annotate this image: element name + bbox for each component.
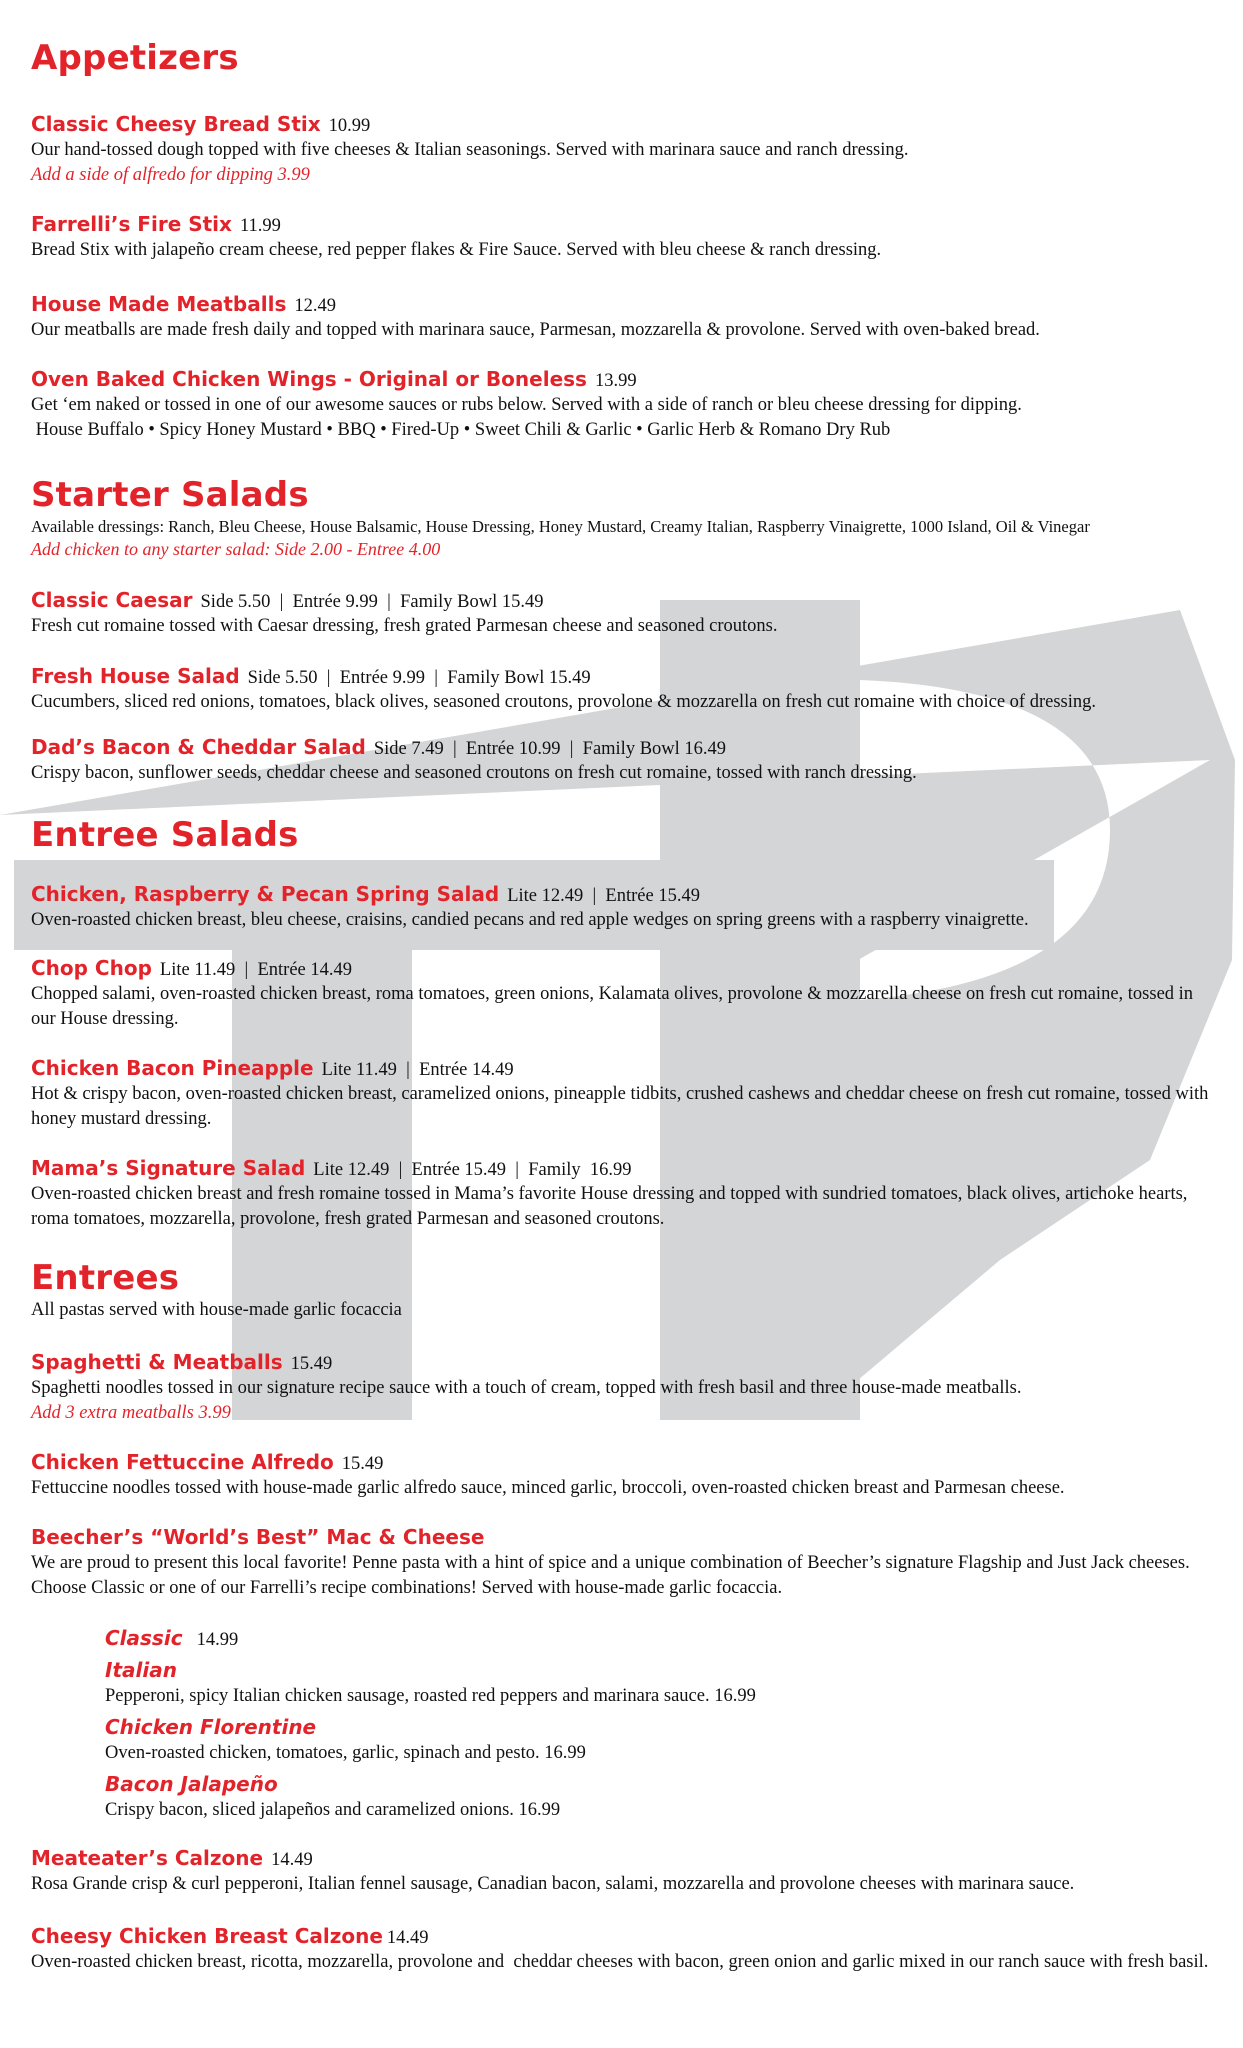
item-addon: Add a side of alfredo for dipping 3.99 [31,165,310,185]
item-price: Side 7.49 | Entrée 10.99 | Family Bowl 16.49 [373,739,727,759]
menu-item [31,1525,1211,1601]
item-name: Dad’s Bacon & Cheddar Salad [31,735,366,759]
menu-item [31,1056,1211,1132]
item-price: 15.49 [290,1354,333,1374]
item-price: 13.99 [594,371,637,391]
menu-item [31,664,1211,715]
item-price: 10.99 [328,116,371,136]
item-description: We are proud to present this local favorite! Penne pasta with a hint of spice and a unique combination of Beecher’s signature Flagship and Just Jack cheeses. Choose Classic or one of our Farrelli’s recipe combinations! Served with house-made garlic focaccia. [31,1553,1190,1598]
item-name: Classic Cheesy Bread Stix [31,112,321,136]
option-name: Chicken Florentine [105,1715,317,1739]
item-name: Classic Caesar [31,588,193,612]
menu-item [31,1350,1211,1425]
section-title-appetizers: Appetizers [31,38,239,78]
item-description: Oven-roasted chicken breast and fresh romaine tossed in Mama’s favorite House dressing and topped with sundried tomatoes, black olives, artichoke hearts, roma tomatoes, mozzarella, provolone, fresh grated Parmesan and seasoned croutons. [31,1184,1188,1229]
entrees-note: All pastas served with house-made garlic focaccia [31,1300,402,1320]
sauce-list: House Buffalo • Spicy Honey Mustard • BBQ • Fired-Up • Sweet Chili & Garlic • Garlic Herb & Romano Dry Rub [31,420,891,440]
item-description: Chopped salami, oven-roasted chicken breast, roma tomatoes, green onions, Kalamata olives, provolone & mozzarella cheese on fresh cut romaine, tossed in our House dressing. [31,984,1194,1029]
item-name: House Made Meatballs [31,292,287,316]
item-description: Hot & crispy bacon, oven-roasted chicken breast, caramelized onions, pineapple tidbits, crushed cashews and cheddar cheese on fresh cut romaine, tossed with honey mustard dressing. [31,1084,1209,1129]
item-description: Oven-roasted chicken breast, ricotta, mozzarella, provolone and cheddar cheeses with bacon, green onion and garlic mixed in our ranch sauce with fresh basil. [31,1952,1209,1972]
item-name: Meateater’s Calzone [31,1846,264,1870]
item-name: Chicken Fettuccine Alfredo [31,1450,334,1474]
item-description: Bread Stix with jalapeño cream cheese, red pepper flakes & Fire Sauce. Served with bleu cheese & ranch dressing. [31,240,882,260]
item-description: Get ‘em naked or tossed in one of our awesome sauces or rubs below. Served with a side of ranch or bleu cheese dressing for dipping. [31,395,1022,415]
item-description: Crispy bacon, sunflower seeds, cheddar cheese and seasoned croutons on fresh cut romaine, tossed with ranch dressing. [31,763,917,783]
item-name: Beecher’s “World’s Best” Mac & Cheese [31,1525,485,1549]
mac-option [105,1626,1205,1652]
item-name: Cheesy Chicken Breast Calzone [31,1924,383,1948]
item-price: Lite 12.49 | Entrée 15.49 | Family 16.99 [313,1160,632,1180]
menu-item [31,1846,1211,1897]
item-description: Cucumbers, sliced red onions, tomatoes, black olives, seasoned croutons, provolone & mozzarella on fresh cut romaine with choice of dressing. [31,692,1097,712]
menu-item [31,588,1211,639]
menu-item [31,212,1211,263]
item-name: Spaghetti & Meatballs [31,1350,283,1374]
item-price: 11.99 [239,216,281,236]
menu-item [31,292,1211,343]
item-price: 12.49 [294,296,336,316]
item-description: Rosa Grande crisp & curl pepperoni, Italian fennel sausage, Canadian bacon, salami, mozzarella and provolone cheeses with marinara sauce. [31,1874,1075,1894]
section-title-starter-salads: Starter Salads [31,475,309,515]
section-title-entrees: Entrees [31,1258,180,1298]
menu-item [31,882,1211,933]
item-price: 14.49 [271,1850,313,1870]
item-name: Chicken Bacon Pineapple [31,1056,314,1080]
item-description: Fresh cut romaine tossed with Caesar dressing, fresh grated Parmesan cheese and seasoned croutons. [31,616,778,636]
mac-option [105,1715,1205,1766]
item-description: Our meatballs are made fresh daily and topped with marinara sauce, Parmesan, mozzarella & provolone. Served with oven-baked bread. [31,320,1040,340]
item-name: Mama’s Signature Salad [31,1156,306,1180]
option-name: Bacon Jalapeño [105,1772,278,1796]
item-name: Chicken, Raspberry & Pecan Spring Salad [31,882,500,906]
option-description: Crispy bacon, sliced jalapeños and caramelized onions. 16.99 [105,1800,561,1820]
item-price: Lite 11.49 | Entrée 14.49 [321,1060,514,1080]
item-name: Fresh House Salad [31,664,240,688]
item-description: Fettuccine noodles tossed with house-made garlic alfredo sauce, minced garlic, broccoli, oven-roasted chicken breast and Parmesan cheese. [31,1478,1065,1498]
item-description: Oven-roasted chicken breast, bleu cheese, craisins, candied pecans and red apple wedges on spring greens with a raspberry vinaigrette. [31,910,1029,930]
menu-item [31,1156,1211,1232]
item-addon: Add 3 extra meatballs 3.99 [31,1403,231,1423]
item-name: Oven Baked Chicken Wings - Original or Boneless [31,367,587,391]
menu-item [31,1450,1211,1501]
section-title-entree-salads: Entree Salads [31,815,299,855]
menu-item [31,956,1211,1032]
item-price: Side 5.50 | Entrée 9.99 | Family Bowl 15.49 [247,668,591,688]
option-name: Classic [105,1626,183,1650]
menu-item [31,367,1211,443]
item-price: 14.49 [386,1928,429,1948]
option-description: Oven-roasted chicken, tomatoes, garlic, spinach and pesto. 16.99 [105,1743,586,1763]
mac-option [105,1658,1205,1709]
item-name: Chop Chop [31,956,152,980]
menu-item [31,1924,1211,1975]
starter-salad-addon: Add chicken to any starter salad: Side 2.00 - Entree 4.00 [31,539,441,559]
option-description: Pepperoni, spicy Italian chicken sausage, roasted red peppers and marinara sauce. 16.99 [105,1686,756,1706]
menu-item [31,735,1211,786]
option-name: Italian [105,1658,177,1682]
item-price: 15.49 [341,1454,384,1474]
item-description: Spaghetti noodles tossed in our signature recipe sauce with a touch of cream, topped with fresh basil and three house-made meatballs. [31,1378,1022,1398]
item-name: Farrelli’s Fire Stix [31,212,232,236]
menu-item [31,112,1211,187]
mac-option [105,1772,1205,1823]
dressings-note: Available dressings: Ranch, Bleu Cheese, House Balsamic, House Dressing, Honey Mustard, Creamy Italian, Raspberry Vinaigrette, 1000 Island, Oil & Vinegar [31,517,1090,536]
item-price: Side 5.50 | Entrée 9.99 | Family Bowl 15.49 [200,592,544,612]
item-price: Lite 11.49 | Entrée 14.49 [159,960,353,980]
item-price: Lite 12.49 | Entrée 15.49 [507,886,700,906]
option-price: 14.99 [196,1630,239,1650]
item-description: Our hand-tossed dough topped with five cheeses & Italian seasonings. Served with marinara sauce and ranch dressing. [31,140,909,160]
